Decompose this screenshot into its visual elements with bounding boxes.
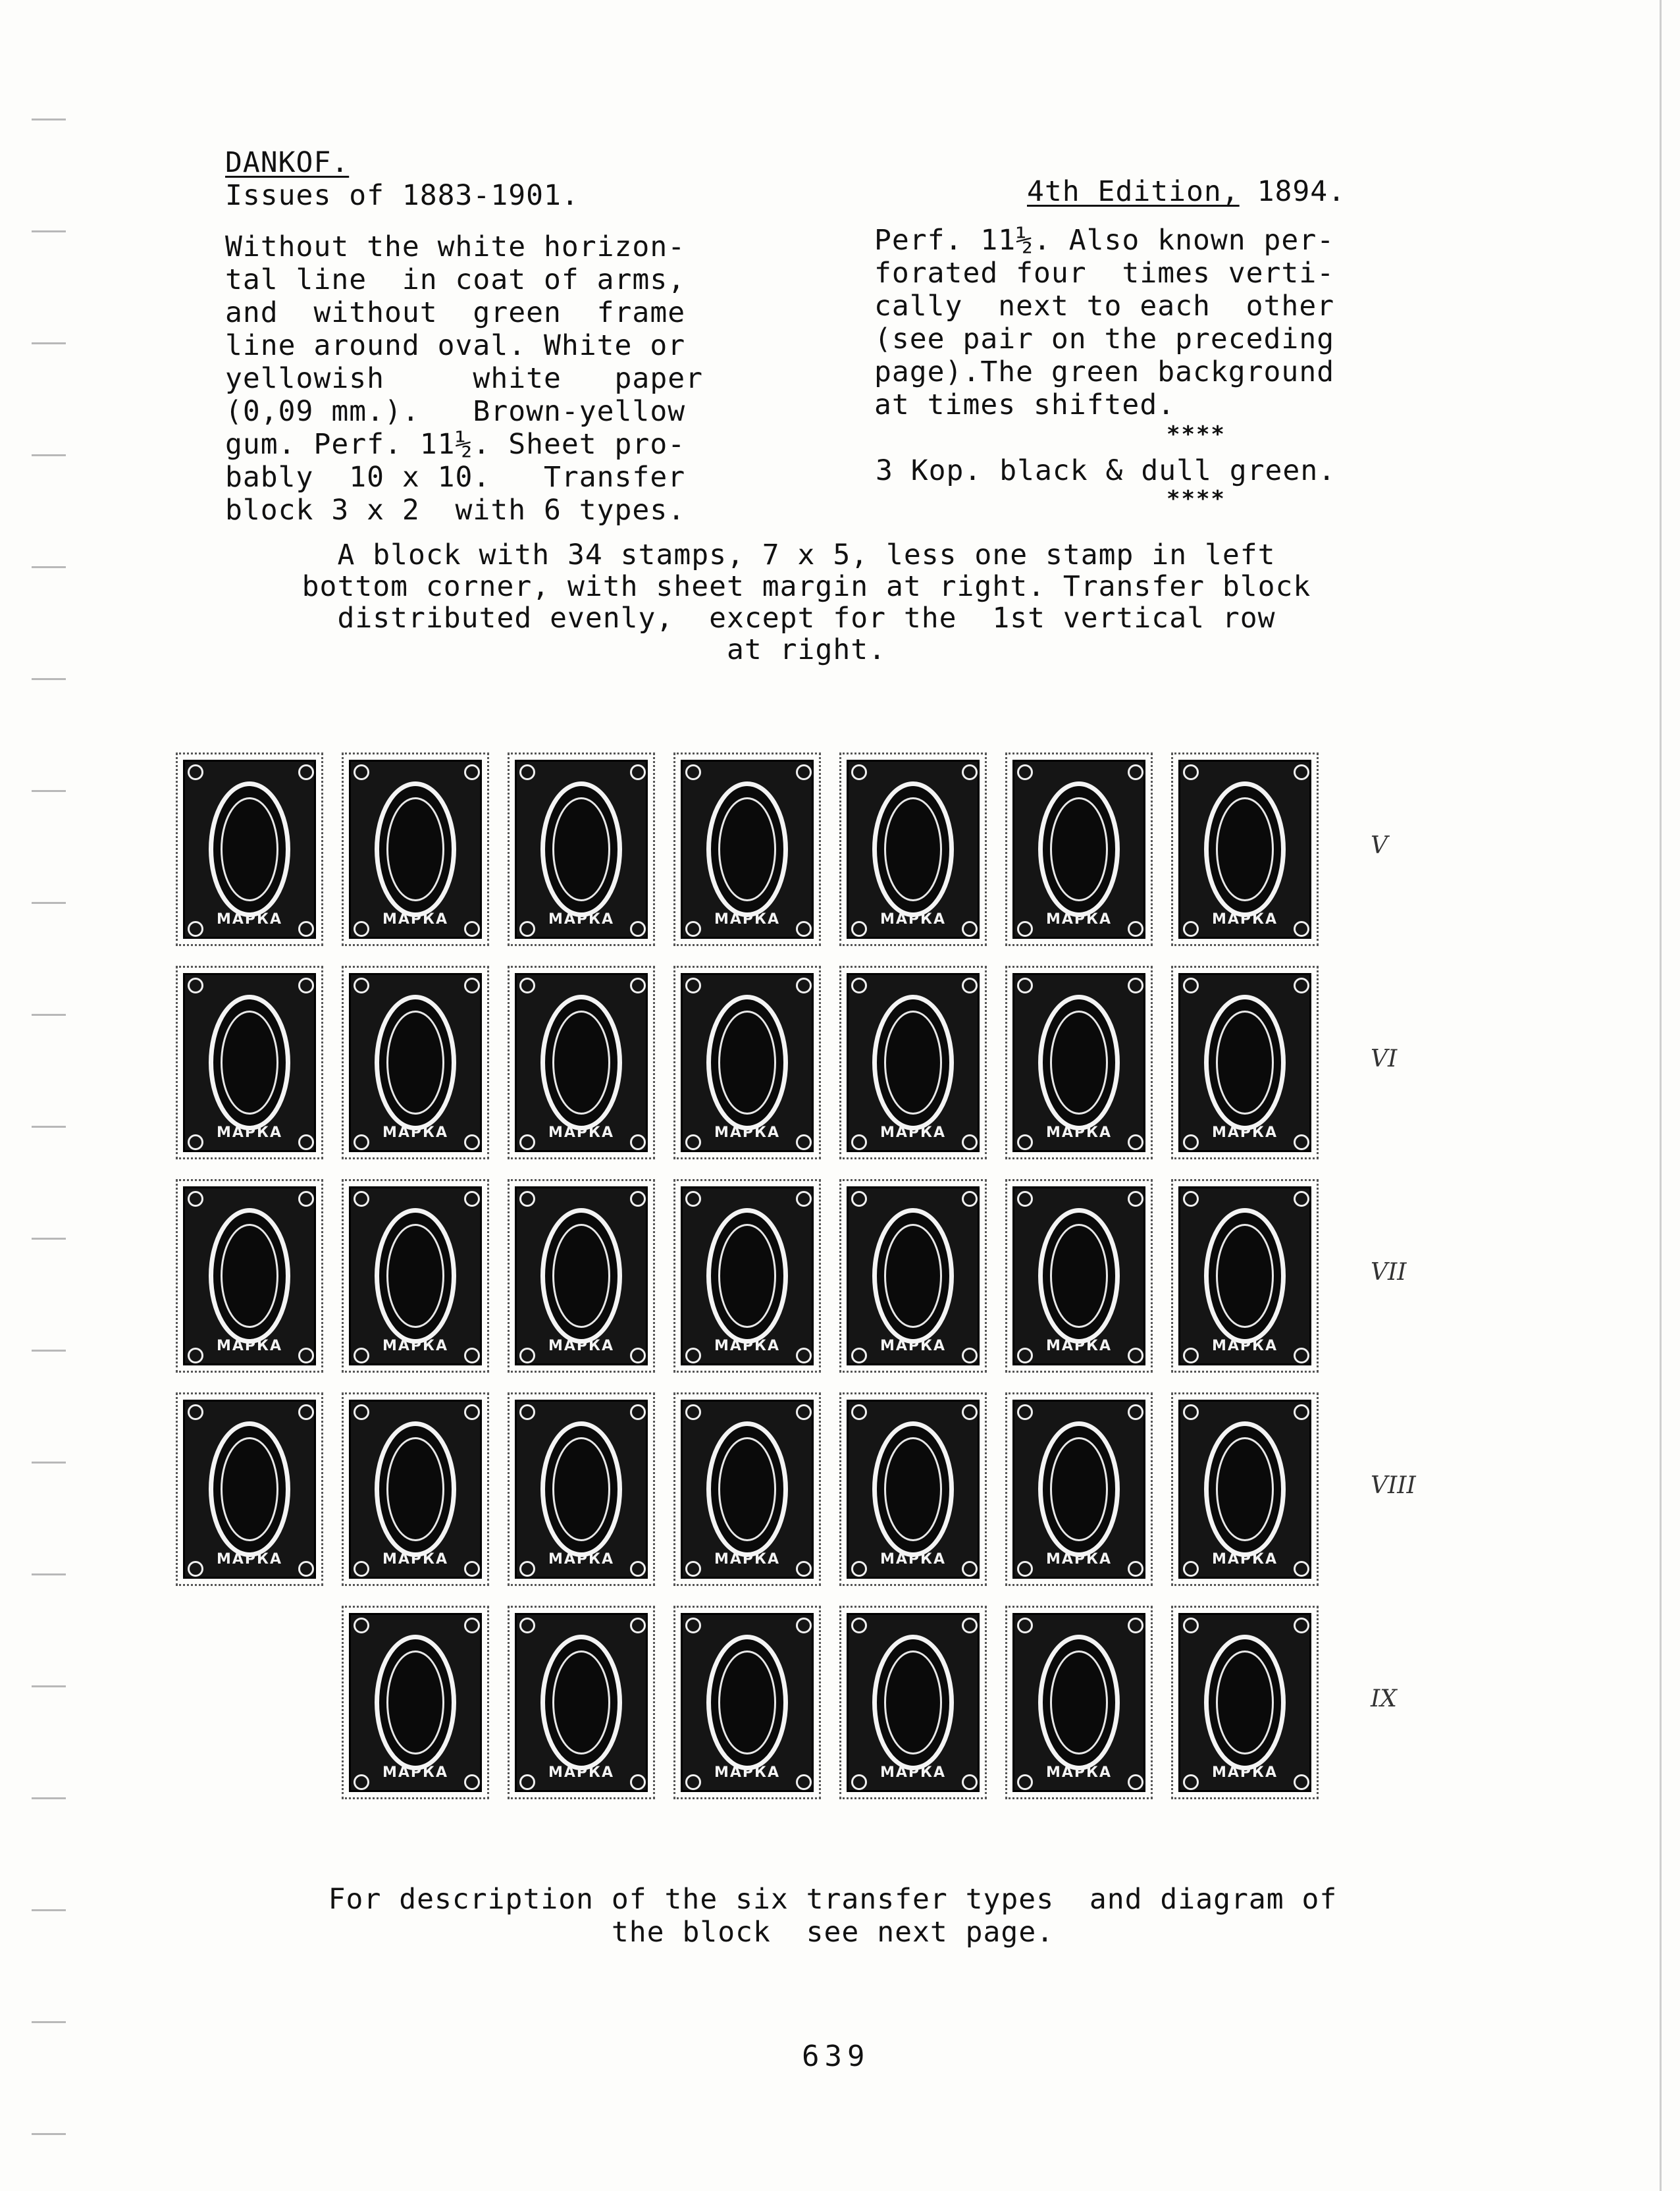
stamp-corner-ornament (962, 1774, 978, 1790)
stamp-corner-ornament (685, 1348, 701, 1363)
stamp-inscription: МАРКА (714, 1551, 781, 1568)
stamp-inner-oval (884, 1011, 942, 1115)
stamp-inscription: МАРКА (879, 911, 947, 928)
stamp-inscription: МАРКА (1211, 1551, 1278, 1568)
stamp-corner-ornament (851, 764, 867, 780)
stamp-corner-ornament (464, 1561, 480, 1577)
text-line: bottom corner, with sheet margin at right. Transfer block (302, 570, 1311, 603)
stamp (847, 1613, 980, 1792)
stamp-corner-ornament (962, 764, 978, 780)
stamp-corner-ornament (630, 1134, 646, 1150)
stamp-corner-ornament (630, 1191, 646, 1207)
stamp-corner-ornament (1294, 764, 1309, 780)
stamp-corner-ornament (298, 1561, 314, 1577)
stamp-corner-ornament (851, 921, 867, 937)
stamp-inscription: МАРКА (879, 1764, 947, 1781)
text-line: Without the white horizon- (225, 230, 686, 263)
stamp-corner-ornament (188, 1348, 203, 1363)
stamp-corner-ornament (962, 1134, 978, 1150)
binder-tick (32, 454, 66, 456)
stamp-corner-ornament (298, 1191, 314, 1207)
stamp-corner-ornament (685, 1774, 701, 1790)
stamp-corner-ornament (685, 764, 701, 780)
margin-annotation: VI (1371, 1045, 1398, 1072)
stamp-corner-ornament (962, 1404, 978, 1420)
stamp-inscription: МАРКА (1045, 1124, 1113, 1141)
stamp (1012, 1400, 1145, 1579)
stamp-corner-ornament (851, 1134, 867, 1150)
binder-tick (32, 1126, 66, 1128)
stamp-corner-ornament (630, 1618, 646, 1633)
stamp-corner-ornament (1183, 1561, 1199, 1577)
page-edge (1660, 0, 1662, 2191)
stamp-inscription: МАРКА (879, 1551, 947, 1568)
stamp-corner-ornament (354, 921, 369, 937)
stamp-corner-ornament (1294, 1134, 1309, 1150)
stamp-corner-ornament (630, 1404, 646, 1420)
stamp-inscription: МАРКА (1211, 1338, 1278, 1354)
stamp-corner-ornament (685, 978, 701, 993)
stamp (349, 1613, 482, 1792)
stamp-corner-ornament (630, 921, 646, 937)
binder-tick (32, 119, 66, 120)
stamp-corner-ornament (188, 978, 203, 993)
stamp-corner-ornament (464, 764, 480, 780)
stamp-corner-ornament (685, 1561, 701, 1577)
stamp (515, 973, 648, 1152)
stamp-corner-ornament (851, 1618, 867, 1633)
stamp-corner-ornament (1017, 1774, 1033, 1790)
stamp-inner-oval (718, 1437, 776, 1541)
stamp-corner-ornament (851, 1191, 867, 1207)
stamp-inscription: МАРКА (216, 1338, 283, 1354)
stamp-corner-ornament (298, 921, 314, 937)
stamp-inscription: МАРКА (382, 1124, 449, 1141)
stamp-inscription: МАРКА (216, 911, 283, 928)
stamp-corner-ornament (354, 764, 369, 780)
stamp-corner-ornament (1017, 1404, 1033, 1420)
stamp-inner-oval (1216, 1650, 1274, 1755)
stamp-inscription: МАРКА (879, 1124, 947, 1141)
stamp-corner-ornament (1183, 1618, 1199, 1633)
binder-tick (32, 2021, 66, 2023)
margin-annotation: VIII (1371, 1472, 1416, 1499)
text-line: line around oval. White or (225, 329, 686, 362)
stamp-corner-ornament (851, 1561, 867, 1577)
stamp-corner-ornament (1294, 1561, 1309, 1577)
stamp (1012, 973, 1145, 1152)
text-line: at right. (727, 633, 886, 666)
stamp (1178, 1613, 1311, 1792)
stamp (847, 973, 980, 1152)
stamp-corner-ornament (354, 1404, 369, 1420)
stamp-inscription: МАРКА (382, 1338, 449, 1354)
stamp (349, 760, 482, 939)
stamp-corner-ornament (519, 1348, 535, 1363)
binder-tick (32, 1014, 66, 1016)
stamp-corner-ornament (796, 1561, 812, 1577)
stamp (515, 1613, 648, 1792)
stamp-corner-ornament (519, 1618, 535, 1633)
stamp-inscription: МАРКА (548, 911, 615, 928)
stamp (847, 1186, 980, 1365)
stamp-inscription: МАРКА (1211, 1764, 1278, 1781)
stamp (515, 1186, 648, 1365)
stamp-corner-ornament (796, 978, 812, 993)
stamp-corner-ornament (519, 1404, 535, 1420)
stamp-corner-ornament (1128, 1191, 1143, 1207)
stamp-inscription: МАРКА (1045, 1338, 1113, 1354)
text-line: and without green frame (225, 296, 686, 329)
binder-tick (32, 1797, 66, 1799)
stamp-corner-ornament (354, 1561, 369, 1577)
stamp-inscription: МАРКА (714, 1338, 781, 1354)
stamp-inner-oval (1050, 1224, 1108, 1328)
stamp-corner-ornament (188, 1561, 203, 1577)
stamp (1012, 1613, 1145, 1792)
stamp-inner-oval (1216, 797, 1274, 901)
stamp-corner-ornament (1017, 1191, 1033, 1207)
stamp-corner-ornament (685, 921, 701, 937)
text-line: page).The green background (874, 356, 1335, 388)
binder-tick (32, 1350, 66, 1352)
stamp-corner-ornament (519, 921, 535, 937)
stamp-inscription: МАРКА (382, 1764, 449, 1781)
binder-tick (32, 566, 66, 568)
stamp-corner-ornament (464, 921, 480, 937)
stamp-corner-ornament (962, 978, 978, 993)
stamp (349, 1400, 482, 1579)
stamp-inscription: МАРКА (382, 1551, 449, 1568)
stamp-corner-ornament (298, 1404, 314, 1420)
stamp-corner-ornament (519, 1191, 535, 1207)
stamp-inner-oval (386, 797, 444, 901)
heading-issues: Issues of 1883-1901. (225, 179, 579, 212)
stamp (1178, 760, 1311, 939)
text-line: block 3 x 2 with 6 types. (225, 494, 686, 527)
stamp (681, 1613, 814, 1792)
stamp-corner-ornament (1128, 921, 1143, 937)
stamp-inner-oval (221, 1224, 278, 1328)
stamp-inner-oval (552, 1011, 610, 1115)
stamp-corner-ornament (630, 1348, 646, 1363)
stars-separator-bottom: **** (1167, 486, 1226, 512)
stamp-corner-ornament (464, 1134, 480, 1150)
stamp-inscription: МАРКА (714, 1124, 781, 1141)
stamp (1012, 760, 1145, 939)
stamp-corner-ornament (685, 1134, 701, 1150)
stamp-corner-ornament (519, 1774, 535, 1790)
stamp-corner-ornament (1017, 764, 1033, 780)
margin-annotation: V (1371, 832, 1388, 859)
stamp-corner-ornament (519, 978, 535, 993)
stamp-inscription: МАРКА (216, 1551, 283, 1568)
stamp-inscription: МАРКА (548, 1551, 615, 1568)
stamp-corner-ornament (1128, 1404, 1143, 1420)
binder-tick (32, 678, 66, 680)
stamp-corner-ornament (630, 764, 646, 780)
binder-tick (32, 1462, 66, 1464)
stamp-corner-ornament (1128, 1134, 1143, 1150)
stamp-inner-oval (386, 1011, 444, 1115)
stamp-corner-ornament (962, 1561, 978, 1577)
stamp-corner-ornament (796, 1348, 812, 1363)
stamp-corner-ornament (464, 1191, 480, 1207)
binder-tick (32, 1573, 66, 1575)
stamp-corner-ornament (519, 764, 535, 780)
stamp-corner-ornament (1128, 764, 1143, 780)
stamp-corner-ornament (851, 978, 867, 993)
stamp-inner-oval (1050, 1011, 1108, 1115)
stamp-corner-ornament (962, 1348, 978, 1363)
stamp-corner-ornament (796, 921, 812, 937)
binder-tick (32, 1685, 66, 1687)
stamp (681, 760, 814, 939)
stamp-inscription: МАРКА (714, 1764, 781, 1781)
stamp-inner-oval (1216, 1224, 1274, 1328)
heading-edition (1027, 175, 1346, 208)
stamp-inscription: МАРКА (1211, 1124, 1278, 1141)
stamp-inscription: МАРКА (879, 1338, 947, 1354)
stamp-inscription: МАРКА (1045, 1764, 1113, 1781)
stamp-inner-oval (718, 1011, 776, 1115)
stamp (681, 1186, 814, 1365)
stamp-corner-ornament (796, 1134, 812, 1150)
stamp-inner-oval (1050, 1437, 1108, 1541)
stamp-inscription: МАРКА (714, 911, 781, 928)
stamp-corner-ornament (1294, 978, 1309, 993)
stamp-corner-ornament (796, 764, 812, 780)
stamp-corner-ornament (1183, 978, 1199, 993)
stamp (349, 1186, 482, 1365)
text-line: gum. Perf. 11½. Sheet pro- (225, 428, 686, 461)
stamp-corner-ornament (851, 1348, 867, 1363)
edition-year: 1894. (1257, 175, 1346, 208)
text-line: For description of the six transfer types and diagram of (328, 1883, 1338, 1916)
stamp-corner-ornament (354, 978, 369, 993)
stamp-corner-ornament (962, 921, 978, 937)
stars-separator-top: **** (1167, 421, 1226, 448)
stamp-inscription: МАРКА (216, 1124, 283, 1141)
binder-tick (32, 902, 66, 904)
stamp-corner-ornament (298, 1348, 314, 1363)
text-line: cally next to each other (874, 290, 1335, 323)
stamp (847, 1400, 980, 1579)
stamp-corner-ornament (298, 978, 314, 993)
stamp-corner-ornament (464, 1404, 480, 1420)
stamp-corner-ornament (1294, 1404, 1309, 1420)
stamp-corner-ornament (796, 1618, 812, 1633)
page-number: 639 (802, 2040, 870, 2073)
stamp-corner-ornament (630, 1561, 646, 1577)
stamp-corner-ornament (1017, 1348, 1033, 1363)
stamp-corner-ornament (796, 1191, 812, 1207)
stamp-inner-oval (718, 797, 776, 901)
stamp-inscription: МАРКА (548, 1764, 615, 1781)
stamp-corner-ornament (1183, 1774, 1199, 1790)
stamp-corner-ornament (188, 1134, 203, 1150)
text-line: (0,09 mm.). Brown-yellow (225, 395, 686, 428)
binder-tick (32, 230, 66, 232)
stamp-corner-ornament (1017, 921, 1033, 937)
text-line: tal line in coat of arms, (225, 263, 686, 296)
stamp-inner-oval (221, 1437, 278, 1541)
stamp-corner-ornament (1128, 978, 1143, 993)
stamp (183, 760, 316, 939)
stamp-corner-ornament (851, 1774, 867, 1790)
margin-annotation: IX (1371, 1685, 1397, 1712)
text-line: Perf. 11½. Also known per- (874, 224, 1335, 257)
margin-annotation: VII (1371, 1259, 1407, 1286)
stamp-corner-ornament (1183, 1134, 1199, 1150)
stamp-corner-ornament (354, 1191, 369, 1207)
stamp-corner-ornament (188, 1404, 203, 1420)
stamp-inner-oval (1050, 1650, 1108, 1755)
stamp-corner-ornament (630, 978, 646, 993)
stamp-corner-ornament (1183, 921, 1199, 937)
stamp-inner-oval (718, 1650, 776, 1755)
stamp (349, 973, 482, 1152)
text-line: forated four times verti- (874, 257, 1335, 290)
stamp-inscription: МАРКА (1045, 1551, 1113, 1568)
stamp-inner-oval (386, 1224, 444, 1328)
stamp-corner-ornament (298, 764, 314, 780)
stamp-corner-ornament (1128, 1774, 1143, 1790)
stamp-corner-ornament (1183, 764, 1199, 780)
stamp-corner-ornament (354, 1618, 369, 1633)
stamp-inner-oval (386, 1437, 444, 1541)
stamp-inscription: МАРКА (548, 1124, 615, 1141)
stamp-inner-oval (884, 1437, 942, 1541)
text-line: the block see next page. (611, 1916, 1055, 1949)
stamp-inner-oval (884, 1224, 942, 1328)
text-line: bably 10 x 10. Transfer (225, 461, 686, 494)
stamp-corner-ornament (1183, 1404, 1199, 1420)
stamp-inscription: МАРКА (382, 911, 449, 928)
stamp-corner-ornament (1128, 1561, 1143, 1577)
binder-tick (32, 790, 66, 792)
stamp-corner-ornament (519, 1134, 535, 1150)
stamp-corner-ornament (1017, 1134, 1033, 1150)
stamp (1012, 1186, 1145, 1365)
stamp-corner-ornament (685, 1618, 701, 1633)
stamp-inner-oval (221, 1011, 278, 1115)
stamp-corner-ornament (796, 1404, 812, 1420)
stamp-corner-ornament (1294, 1774, 1309, 1790)
stamp-inner-oval (718, 1224, 776, 1328)
stamp-corner-ornament (962, 1618, 978, 1633)
stamp-corner-ornament (354, 1348, 369, 1363)
stamp-corner-ornament (298, 1134, 314, 1150)
binder-tick (32, 1238, 66, 1240)
stamp-corner-ornament (464, 1348, 480, 1363)
stamp-corner-ornament (1183, 1191, 1199, 1207)
stamp-corner-ornament (962, 1191, 978, 1207)
stamp-corner-ornament (188, 1191, 203, 1207)
stamp-corner-ornament (1128, 1348, 1143, 1363)
stamp-inner-oval (1216, 1437, 1274, 1541)
stamp-corner-ornament (685, 1191, 701, 1207)
stamp-corner-ornament (188, 764, 203, 780)
stamp-inner-oval (884, 1650, 942, 1755)
stamp-corner-ornament (1294, 921, 1309, 937)
stamp-inner-oval (386, 1650, 444, 1755)
stamp-corner-ornament (1294, 1191, 1309, 1207)
stamp (1178, 1186, 1311, 1365)
stamp (847, 760, 980, 939)
stamp-corner-ornament (685, 1404, 701, 1420)
stamp (515, 1400, 648, 1579)
heading-title: DANKOF. (225, 146, 350, 179)
stamp-inner-oval (552, 1650, 610, 1755)
stamp-corner-ornament (1017, 1618, 1033, 1633)
stamp-corner-ornament (630, 1774, 646, 1790)
stamp-corner-ornament (464, 978, 480, 993)
stamp-corner-ornament (796, 1774, 812, 1790)
stamp-inscription: МАРКА (548, 1338, 615, 1354)
text-line: distributed evenly, except for the 1st vertical row (337, 602, 1276, 635)
stamp-corner-ornament (1017, 978, 1033, 993)
stamp (183, 1186, 316, 1365)
stamp-inscription: МАРКА (1045, 911, 1113, 928)
stamp (515, 760, 648, 939)
stamp-corner-ornament (354, 1774, 369, 1790)
stamp-corner-ornament (464, 1618, 480, 1633)
stamp-corner-ornament (1294, 1618, 1309, 1633)
stamp-corner-ornament (188, 921, 203, 937)
stamp-inner-oval (884, 797, 942, 901)
stamp (1178, 1400, 1311, 1579)
stamp-corner-ornament (1128, 1618, 1143, 1633)
stamp-corner-ornament (354, 1134, 369, 1150)
stamp (681, 973, 814, 1152)
edition-label: 4th Edition, (1027, 175, 1240, 208)
text-line: at times shifted. (874, 388, 1176, 421)
stamp (183, 1400, 316, 1579)
stamp (183, 973, 316, 1152)
stamp-corner-ornament (519, 1561, 535, 1577)
stamp-corner-ornament (1017, 1561, 1033, 1577)
stamp-corner-ornament (1183, 1348, 1199, 1363)
binder-tick (32, 1909, 66, 1911)
binder-tick (32, 342, 66, 344)
text-line: (see pair on the preceding (874, 323, 1335, 356)
text-line: yellowish white paper (225, 362, 703, 395)
stamp-inner-oval (552, 1437, 610, 1541)
stamp-corner-ornament (851, 1404, 867, 1420)
stamp (681, 1400, 814, 1579)
stamp-corner-ornament (1294, 1348, 1309, 1363)
stamp-inner-oval (1050, 797, 1108, 901)
text-line: A block with 34 stamps, 7 x 5, less one stamp in left (337, 539, 1276, 571)
binder-tick (32, 2133, 66, 2135)
stamp-inner-oval (1216, 1011, 1274, 1115)
stamp-inscription: МАРКА (1211, 911, 1278, 928)
stamp-corner-ornament (464, 1774, 480, 1790)
stamp-inner-oval (552, 797, 610, 901)
stamp-block-image (163, 743, 1467, 1816)
stamp-inner-oval (552, 1224, 610, 1328)
stamp (1178, 973, 1311, 1152)
stamp-description: 3 Kop. black & dull green. (876, 454, 1336, 487)
stamp-inner-oval (221, 797, 278, 901)
